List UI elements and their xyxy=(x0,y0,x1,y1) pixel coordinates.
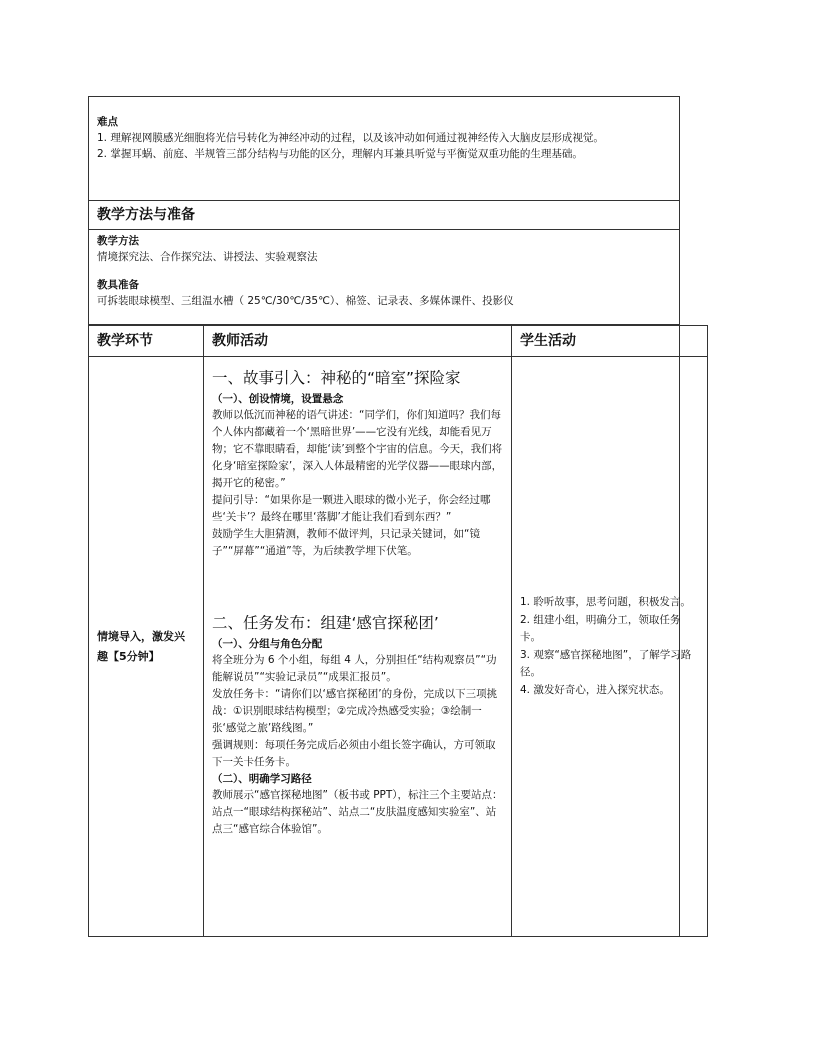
teacher-activity-cell xyxy=(204,357,512,937)
difficulty-heading: 难点 xyxy=(97,116,118,128)
header-teacher: 教师活动 xyxy=(204,326,512,357)
stage-label: 情境导入，激发兴趣【5分钟】 xyxy=(97,629,185,663)
part2-paragraph-3: 强调规则：每项任务完成后必须由小组长签字确认，方可领取下一关卡任务卡。 xyxy=(212,739,496,768)
methods-section xyxy=(89,230,679,325)
student-activity-cell xyxy=(512,357,708,937)
part2-paragraph-4: 教师展示“感官探秘地图”（板书或 PPT），标注三个主要站点：站点一“眼球结构探秘站”、站点二“皮肤温度感知实验室”、站点三“感官综合体验馆”。 xyxy=(212,789,503,835)
methods-section-title: 教学方法与准备 xyxy=(89,201,679,230)
lesson-plan-box xyxy=(88,96,692,937)
table-header-row xyxy=(89,326,708,357)
stage-cell xyxy=(89,357,204,937)
part2-subheading-2: （二）、明确学习路径 xyxy=(212,773,312,785)
part1-paragraph-3: 鼓励学生大胆猜测，教师不做评判，只记录关键词，如“镜子”“屏幕”“通道”等，为后续教学埋下伏笔。 xyxy=(212,528,480,557)
part2-paragraph-2: 发放任务卡：“请你们以‘感官探秘团’的身份，完成以下三项挑战：①识别眼球结构模型；②完成冷热感受实验；③绘制一张‘感觉之旅’路线图。” xyxy=(212,688,498,734)
student-activity-3: 3. 观察“感官探秘地图”，了解学习路径。 xyxy=(520,648,692,678)
difficulty-item-1: 1. 理解视网膜感光细胞将光信号转化为神经冲动的过程，以及该冲动如何通过视神经传入大脑皮层形成视觉。 xyxy=(97,132,604,144)
part2-subheading-1: （一）、分组与角色分配 xyxy=(212,638,323,650)
tools-heading: 教具准备 xyxy=(97,279,139,291)
lesson-plan-page xyxy=(88,96,692,937)
student-activity-1: 1. 聆听故事，思考问题，积极发言。 xyxy=(520,595,691,608)
tools-text: 可拆装眼球模型、三组温水槽（ 25℃/30℃/35℃）、棉签、记录表、多媒体课件、投影仪 xyxy=(97,295,514,307)
part1-paragraph-2: 提问引导：“如果你是一颗进入眼球的微小光子，你会经过哪些‘关卡’？最终在哪里‘落脚’才能让我们看到东西？” xyxy=(212,494,491,523)
methods-text: 情境探究法、合作探究法、讲授法、实验观察法 xyxy=(97,251,318,263)
part1-title: 一、故事引入：神秘的“暗室”探险家 xyxy=(212,369,461,387)
difficulty-section xyxy=(89,97,679,201)
student-activity-4: 4. 激发好奇心，进入探究状态。 xyxy=(520,683,670,696)
part2-paragraph-1: 将全班分为 6 个小组，每组 4 人，分别担任“结构观察员”“功能解说员”“实验记录员”“成果汇报员”。 xyxy=(212,654,497,683)
methods-heading: 教学方法 xyxy=(97,235,139,247)
part1-paragraph-1: 教师以低沉而神秘的语气讲述：“同学们，你们知道吗？我们每个人体内都藏着一个‘黑暗世界’——它没有光线，却能看见万物；它不靠眼睛看，却能‘读’到整个宇宙的信息。今天，我们将化身‘暗室探险家’，深入人体最精密的光学仪器——眼球内部，揭开它的秘密。” xyxy=(212,409,503,489)
student-activity-2: 2. 组建小组，明确分工，领取任务卡。 xyxy=(520,613,681,643)
header-student: 学生活动 xyxy=(512,326,708,357)
part2-title: 二、任务发布：组建‘感官探秘团’ xyxy=(212,614,439,632)
header-stage: 教学环节 xyxy=(89,326,204,357)
table-row xyxy=(89,357,708,937)
activity-table xyxy=(88,325,708,937)
part1-subheading: （一）、创设情境，设置悬念 xyxy=(212,393,344,405)
difficulty-item-2: 2. 掌握耳蜗、前庭、半规管三部分结构与功能的区分，理解内耳兼具听觉与平衡觉双重功能的生理基础。 xyxy=(97,148,583,160)
